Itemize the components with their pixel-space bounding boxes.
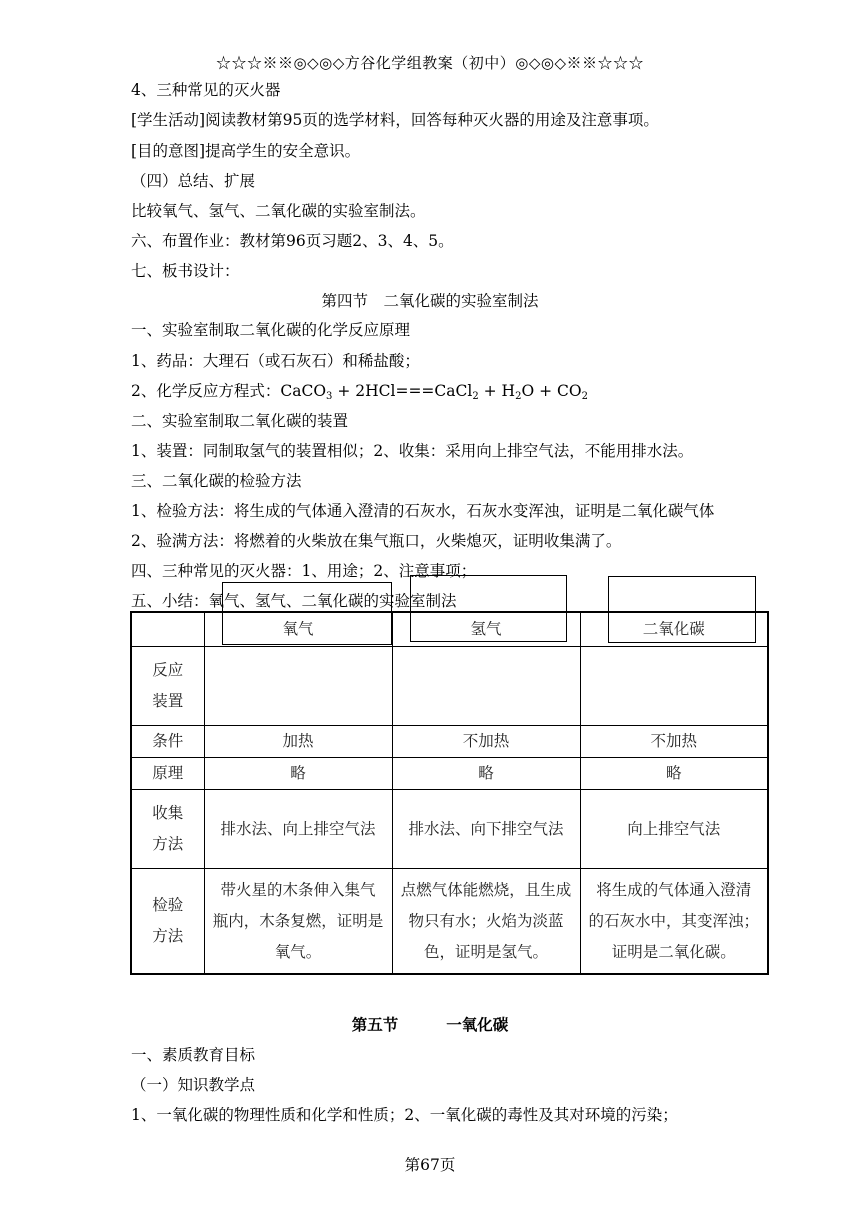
chemical-equation: CaCO$_3$ + 2HCl===CaCl$_2$ + $H_2O + CO_2$ (280, 382, 588, 402)
paragraph: 1、检验方法：将生成的气体通入澄清的石灰水，石灰水变浑浊，证明是二氧化碳气体 (131, 502, 715, 520)
equation-label: 2、化学反应方程式： (131, 382, 281, 400)
comparison-table (130, 611, 769, 975)
paragraph: 4、三种常见的灭火器 (131, 81, 281, 99)
equation-line (131, 381, 588, 401)
table-header-cell: 氢气 (392, 612, 580, 647)
table-header-cell: 二氧化碳 (580, 612, 768, 647)
paragraph: 三、二氧化碳的检验方法 (131, 472, 302, 490)
table-row (131, 790, 768, 869)
table-cell: 排水法、向下排空气法 (392, 790, 580, 869)
table-cell (392, 647, 580, 726)
table-cell: 点燃气体能燃烧，且生成 物只有水；火焰为淡蓝 色，证明是氢气。 (392, 869, 580, 975)
apparatus-frame (410, 575, 567, 642)
paragraph: 五、小结：氧气、氢气、二氧化碳的实验室制法 (131, 592, 457, 610)
paragraph: 比较氧气、氢气、二氧化碳的实验室制法。 (131, 202, 426, 220)
paragraph: 2、验满方法：将燃着的火柴放在集气瓶口，火柴熄灭，证明收集满了。 (131, 532, 622, 550)
paragraph: [学生活动]阅读教材第95页的选学材料，回答每种灭火器的用途及注意事项。 (131, 111, 659, 129)
table-cell: 略 (392, 758, 580, 790)
table-header-cell (131, 612, 204, 647)
table-row (131, 869, 768, 975)
table-cell: 将生成的气体通入澄清 的石灰水中，其变浑浊； 证明是二氧化碳。 (580, 869, 768, 975)
paragraph: 1、一氧化碳的物理性质和化学和性质；2、一氧化碳的毒性及其对环境的污染； (131, 1106, 678, 1124)
paragraph: 一、实验室制取二氧化碳的化学反应原理 (131, 321, 411, 339)
apparatus-frame (608, 576, 756, 643)
table-cell (580, 647, 768, 726)
section-title: 第四节 二氧化碳的实验室制法 (321, 292, 539, 310)
table-cell: 加热 (204, 726, 392, 758)
paragraph: 二、实验室制取二氧化碳的装置 (131, 412, 349, 430)
table-row (131, 726, 768, 758)
table-cell: 略 (204, 758, 392, 790)
table-cell: 不加热 (392, 726, 580, 758)
table-header-cell: 氧气 (204, 612, 392, 647)
table-cell: 排水法、向上排空气法 (204, 790, 392, 869)
page-header: ☆☆☆※※◎◇◎◇方谷化学组教案（初中）◎◇◎◇※※☆☆☆ (216, 54, 644, 72)
paragraph: 六、布置作业：教材第96页习题2、3、4、5。 (131, 232, 454, 250)
row-label: 收集 方法 (131, 790, 204, 869)
paragraph: 一、素质教育目标 (131, 1046, 256, 1064)
paragraph: 四、三种常见的灭火器：1、用途；2、注意事项； (131, 562, 477, 580)
page-number: 第67页 (404, 1156, 456, 1174)
paragraph: （四）总结、扩展 (131, 172, 256, 190)
paragraph: [目的意图]提高学生的安全意识。 (131, 142, 361, 160)
table-row (131, 647, 768, 726)
table-row (131, 758, 768, 790)
table-cell: 略 (580, 758, 768, 790)
paragraph: 1、装置：同制取氢气的装置相似；2、收集：采用向上排空气法，不能用排水法。 (131, 442, 694, 460)
apparatus-frame (222, 582, 392, 645)
paragraph: （一）知识教学点 (131, 1076, 256, 1094)
section-title: 第五节 一氧化碳 (351, 1015, 509, 1034)
paragraph: 七、板书设计： (131, 262, 240, 280)
table-cell: 向上排空气法 (580, 790, 768, 869)
table-cell (204, 647, 392, 726)
table-cell: 带火星的木条伸入集气 瓶内，木条复燃，证明是 氧气。 (204, 869, 392, 975)
row-label: 条件 (131, 726, 204, 758)
table-cell: 不加热 (580, 726, 768, 758)
row-label: 反应 装置 (131, 647, 204, 726)
paragraph: 1、药品：大理石（或石灰石）和稀盐酸； (131, 352, 420, 370)
row-label: 原理 (131, 758, 204, 790)
row-label: 检验 方法 (131, 869, 204, 975)
